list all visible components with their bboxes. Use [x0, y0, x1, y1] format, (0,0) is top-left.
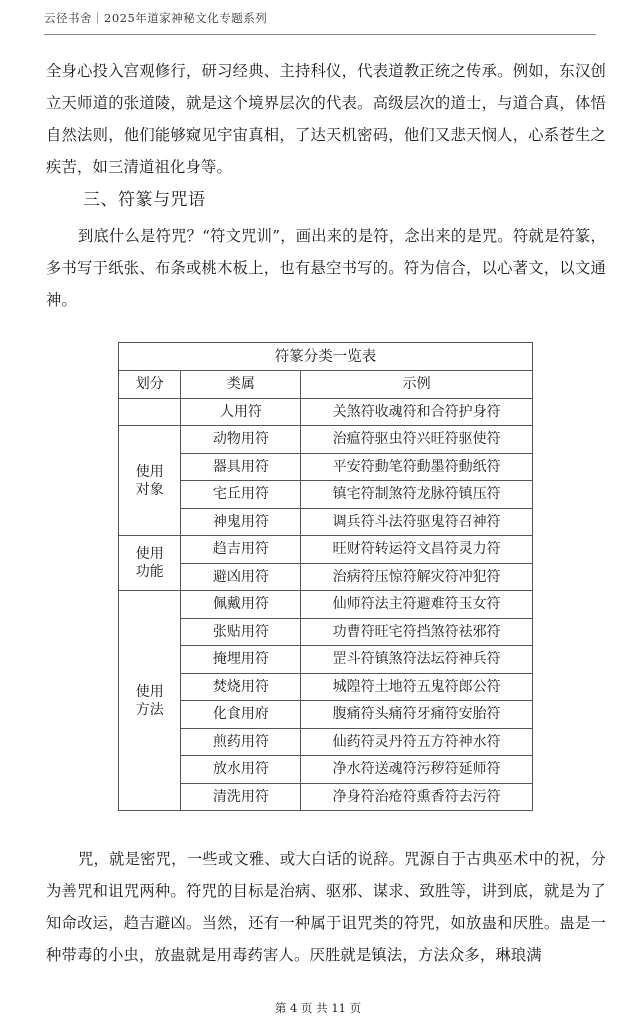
example-cell: 功曹符旺宅符挡煞符祛邪符	[301, 618, 533, 646]
division-cell-empty	[119, 398, 181, 426]
table-row	[119, 728, 533, 756]
section-heading: 三、符篆与咒语	[83, 190, 206, 210]
example-cell: 调兵符斗法符驱鬼符召神符	[301, 508, 533, 536]
table-row	[119, 783, 533, 811]
table-row	[119, 591, 533, 619]
example-cell: 关煞符收魂符和合符护身符	[301, 398, 533, 426]
body-paragraph-1: 全身心投入宫观修行，研习经典、主持科仪，代表道教正统之传承。例如，东汉创立天师道的张道陵，就是这个境界层次的代表。高级层次的道士，与道合真，体悟自然法则，他们能够窥见宇宙真相，了达天机密码，他们又悲天悯人，心系苍生之疾苦，如三清道祖化身等。	[46, 62, 606, 176]
table-row	[119, 398, 533, 426]
type-cell: 放水用符	[181, 756, 301, 784]
table-row	[119, 701, 533, 729]
example-cell: 仙师符法主符避难符玉女符	[301, 591, 533, 619]
type-cell: 清洗用符	[181, 783, 301, 811]
division-label-line: 功能	[135, 564, 164, 580]
example-cell: 平安符動笔符動墨符動纸符	[301, 453, 533, 481]
example-cell: 治病符压惊符解灾符冲犯符	[301, 563, 533, 591]
example-cell: 旺财符转运符文昌符灵力符	[301, 536, 533, 564]
table-row	[119, 426, 533, 454]
table-row	[119, 481, 533, 509]
body-paragraph-3: 咒，就是密咒，一些或文雅、或大白话的说辞。咒源自于古典巫术中的祝，分为善咒和诅咒两种。符咒的目标是治病、驱邪、谋求、致胜等，讲到底，就是为了知命改运，趋吉避凶。当然，还有一种属于诅咒类的符咒，如放蛊和厌胜。蛊是一种带毒的小虫，放蛊就是用毒药害人。厌胜就是镇法，方法众多，琳琅满	[46, 850, 606, 964]
division-label-line: 使用	[135, 546, 164, 562]
example-cell: 仙药符灵丹符五方符神水符	[301, 728, 533, 756]
example-cell: 治瘟符驱虫符兴旺符驱使符	[301, 426, 533, 454]
type-cell: 动物用符	[181, 426, 301, 454]
table-row	[119, 536, 533, 564]
example-cell: 腹痛符头痛符牙痛符安胎符	[301, 701, 533, 729]
type-cell: 神鬼用符	[181, 508, 301, 536]
header-example: 示例	[301, 371, 533, 399]
division-label-line: 使用	[135, 463, 164, 480]
type-cell: 佩戴用符	[181, 591, 301, 619]
division-cell-function	[119, 536, 181, 591]
table-row	[119, 453, 533, 481]
type-cell: 趋吉用符	[181, 536, 301, 564]
type-cell: 人用符	[181, 398, 301, 426]
running-header: 云径书舍｜2025年道家神秘文化专题系列	[44, 11, 268, 25]
type-cell: 避凶用符	[181, 563, 301, 591]
table-header-row	[119, 371, 533, 399]
type-cell: 器具用符	[181, 453, 301, 481]
division-label-line: 方法	[135, 701, 164, 718]
example-cell: 净水符送魂符污秽符延师符	[301, 756, 533, 784]
table-row	[119, 563, 533, 591]
header-division: 划分	[119, 371, 181, 399]
type-cell: 化食用府	[181, 701, 301, 729]
example-cell: 城隍符土地符五鬼符郎公符	[301, 673, 533, 701]
page-number: 第 4 页 共 11 页	[274, 1001, 362, 1015]
division-label-line: 使用	[135, 683, 164, 700]
table-row	[119, 618, 533, 646]
example-cell: 罡斗符镇煞符法坛符神兵符	[301, 646, 533, 674]
table-row	[119, 646, 533, 674]
type-cell: 掩埋用符	[181, 646, 301, 674]
division-cell-objects	[119, 426, 181, 536]
type-cell: 煎药用符	[181, 728, 301, 756]
type-cell: 宅丘用符	[181, 481, 301, 509]
type-cell: 张贴用符	[181, 618, 301, 646]
table-row	[119, 673, 533, 701]
division-label-line: 对象	[135, 481, 164, 498]
division-cell-method	[119, 591, 181, 811]
table-caption: 符篆分类一览表	[119, 343, 533, 371]
header-divider	[44, 34, 596, 35]
talisman-classification-table	[118, 342, 533, 811]
table-row	[119, 508, 533, 536]
type-cell: 焚烧用符	[181, 673, 301, 701]
body-paragraph-2: 到底什么是符咒？“符文咒训”，画出来的是符，念出来的是咒。符就是符篆，多书写于纸张、布条或桃木板上，也有悬空书写的。符为信合，以心著文，以文通神。	[46, 227, 606, 309]
example-cell: 镇宅符制煞符龙脉符镇压符	[301, 481, 533, 509]
header-category: 类属	[181, 371, 301, 399]
example-cell: 净身符治疮符熏香符去污符	[301, 783, 533, 811]
table-row	[119, 756, 533, 784]
